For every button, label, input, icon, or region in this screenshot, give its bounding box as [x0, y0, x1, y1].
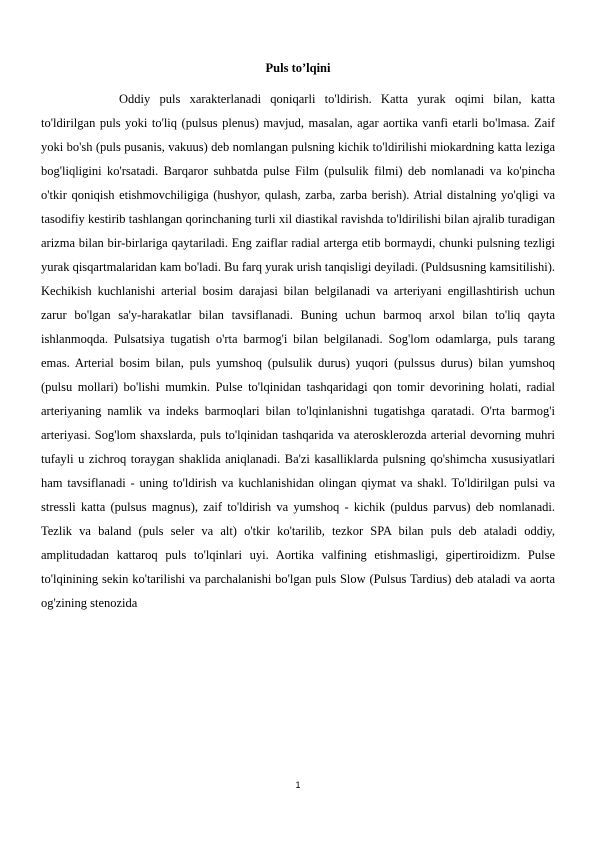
page-title: Puls to’lqini	[265, 61, 331, 75]
page-number: 1	[295, 780, 301, 790]
body-paragraph: Oddiy puls xarakterlanadi qoniqarli to'ldirish. Katta yurak oqimi bilan, katta to'ldirilgan puls yoki to'liq (pulsus plenus) mavjud, masalan, agar aortika vanfi etarli bo'lmasa. Zaif yoki bo'sh (puls pusanis, vakuus) deb nomlangan pulsning kichik to'ldirilishi miokardning katta leziga bog'liqligini ko'rsatadi. Barqaror suhbatda pulse Film (pulsulik filmi) deb nomlanadi va ko'pincha o'tkir qoniqish etishmovchiligiga (hushyor, qulash, zarba, zarba berish). Atrial distalning yo'qligi va tasodifiy kestirib tashlangan qorinchaning turli xil diastikal ravishda to'ldirilishi bilan ajralib turadigan arizma bilan bir-birlariga qaytariladi. Eng zaiflar radial arterga etib bormaydi, chunki pulsning tezligi yurak qisqartmalaridan kam bo'ladi. Bu farq yurak urish tanqisligi deyiladi. (Puldsusning kamsitilishi). Kechikish kuchlanishi arterial bosim darajasi bilan belgilanadi va arteriyani engillashtirish uchun zarur bo'lgan sa'y-harakatlar bilan tavsiflanadi. Buning uchun barmoq arxol bilan to'liq qayta ishlanmoqda. Pulsatsiya tugatish o'rta barmog'i bilan belgilanadi. Sog'lom odamlarga, puls tarang emas. Arterial bosim bilan, puls yumshoq (pulsulik durus) yuqori (pulssus durus) bilan yumshoq (pulsu mollari) bo'lishi mumkin. Pulse to'lqinidan tashqaridagi qon tomir devorining holati, radial arteriyaning namlik va indeks barmoqlari bilan to'lqinlanishni tugatishga qaratadi. O'rta barmog'i arteriyasi. Sog'lom shaxslarda, puls to'lqinidan tashqarida va aterosklerozda arterial devorning muhri tufayli u zichroq toraygan shaklida aniqlanadi. Ba'zi kasalliklarda pulsning qo'shimcha xususiyatlari ham tavsiflanadi - uning to'ldirish va kuchlanishidan olingan qiymat va shakl. To'ldirilgan pulsi va stressli katta (pulsus magnus), zaif to'ldirish va yumshoq - kichik (puldus parvus) deb nomlanadi. Tezlik va baland (puls seler va alt) o'tkir ko'tarilib, tezkor SPA bilan puls deb ataladi oddiy, amplitudadan kattaroq puls to'lqinlari uyi. Aortika valfining etishmasligi, gipertiroidizm. Pulse to'lqinining sekin ko'tarilishi va parchalanishi bo'lgan puls Slow (Pulsus Tardius) deb ataladi va aorta og'zining stenozida	[41, 92, 555, 610]
